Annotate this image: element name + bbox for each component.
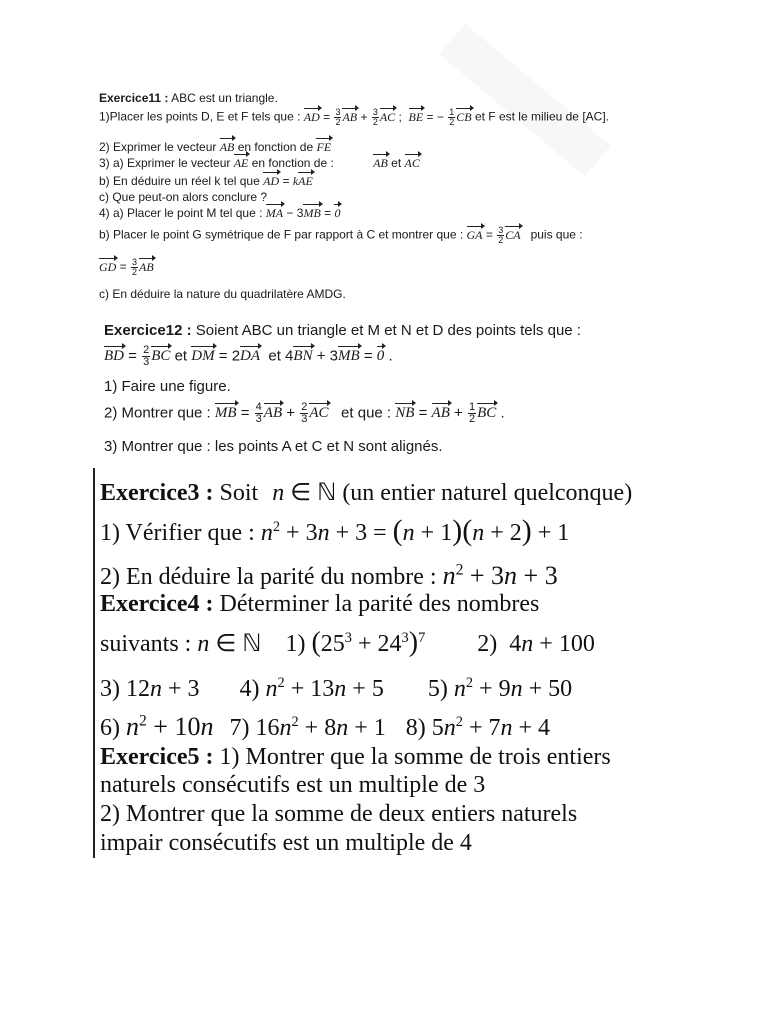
ex12-intro: Soient ABC un triangle et M et N et D des points tels que :: [195, 322, 581, 339]
ex4-intro: Déterminer la parité des nombres: [219, 591, 540, 617]
ex11-et: et: [391, 156, 402, 170]
ex11-heading: [99, 91, 278, 105]
ex12-line2: 1) Faire une figure.: [104, 378, 231, 395]
ex11-q1-text: 1)Placer les points D, E et F tels que :: [99, 109, 301, 124]
ex11-title: Exercice11 :: [99, 91, 169, 105]
ex3-q2-text: 2) En déduire la parité du nombre :: [100, 564, 437, 590]
ex3-title: Exercice3 :: [100, 480, 214, 506]
ex4-title: Exercice4 :: [100, 591, 214, 617]
ex3-paren: (un entier naturel quelconque): [342, 480, 633, 506]
ex11-q2-mid: en fonction de: [237, 140, 314, 154]
ex12-q2-text: 2) Montrer que :: [104, 404, 211, 422]
ex5-line1: 1) Montrer que la somme de trois entiers: [219, 744, 611, 770]
ex12-heading: [104, 322, 581, 339]
ex12-line1: BD = $\frac{2}{3}$ BC et DM = 2DA et 4BN + 3MB = 0 .: [104, 344, 393, 368]
ex3-heading: Exercice3 : Soit n ∈ ℕ (un entier naturel quelconque): [100, 480, 633, 506]
ex11-line9: c) En déduire la nature du quadrilatère AMDG.: [99, 287, 346, 301]
ex4-suivants: suivants :: [100, 631, 192, 657]
ex4-line2: 3) 12n + 3 4) $n^2 + 13n + 5$ 5) $n^2 + 9n + 50$: [100, 675, 573, 702]
ex12-line3: 2) Montrer que : MB = $\frac{4}{3}$ AB + $\frac{2}{3}$ AC et que : NB = AB + $\frac{1}{2}$ BC .: [104, 401, 505, 425]
ex11-q7-tail: puis que :: [530, 227, 583, 242]
ex5-line2: naturels consécutifs est un multiple de 3: [100, 772, 486, 798]
ex11-q4-text: b) En déduire un réel k tel que: [99, 174, 260, 188]
margin-rule: [93, 468, 95, 858]
ex5-line4: impair consécutifs est un multiple de 4: [100, 830, 472, 856]
ex11-formula-ad: AD = $\frac{3}{2}$ AB + $\frac{3}{2}$ AC ; BE = − $\frac{1}{2}$ CB: [303, 107, 472, 127]
ex11-line2: 2) Exprimer le vecteur AB en fonction de FE: [99, 140, 332, 154]
ex4-heading: [100, 591, 539, 618]
ex3-intro: Soit: [219, 480, 259, 506]
ex11-line6: 4) a) Placer le point M tel que : MA − 3MB = 0: [99, 206, 341, 220]
ex11-q3-text: 3) a) Exprimer le vecteur: [99, 156, 231, 170]
ex12-title: Exercice12 :: [104, 322, 192, 339]
ex11-intro: ABC est un triangle.: [171, 91, 278, 105]
ex11-q1-tail: et F est le milieu de [AC].: [474, 109, 609, 124]
ex11-line7: b) Placer le point G symétrique de F par rapport à C et montrer que : GA = $\frac{3}{2}$ CA puis que :: [99, 225, 583, 245]
ex11-q6-text: 4) a) Placer le point M tel que :: [99, 206, 263, 220]
ex12-q2-mid: et que :: [341, 404, 392, 422]
ex4-line1: suivants : n ∈ ℕ 1) $(25^3 + 24^3)^7$ 2) 4n + 100: [100, 627, 595, 658]
ex12-et-1: et: [174, 347, 188, 365]
ex11-line1: [99, 108, 609, 127]
ex12-line4: 3) Montrer que : les points A et C et N sont alignés.: [104, 438, 443, 455]
ex3-q1-text: 1) Vérifier que :: [100, 520, 255, 546]
ex4-line3: 6) $n^2 + 10n$ 7) $16n^2 + 8n + 1$ 8) $5n^2 + 7n + 4$: [100, 712, 551, 741]
ex3-q1: 1) Vérifier que : $n^2 + 3n + 3 = (n + 1)(n + 2) + 1$: [100, 514, 570, 547]
ex11-line4: b) En déduire un réel k tel que AD = kAE: [99, 174, 313, 188]
ex5-line3: 2) Montrer que la somme de deux entiers naturels: [100, 801, 578, 827]
ex12-et-2: et: [268, 347, 281, 365]
ex11-line8: GD = $\frac{3}{2}$ AB: [99, 257, 154, 277]
ex3-q2: 2) En déduire la parité du nombre : $n^2 + 3n + 3$: [100, 561, 558, 590]
watermark: [439, 24, 610, 177]
ex11-line3: 3) a) Exprimer le vecteur AE en fonction de : AB et AC: [99, 156, 420, 170]
ex11-line5: c) Que peut-on alors conclure ?: [99, 190, 268, 204]
ex11-q7-text: b) Placer le point G symétrique de F par rapport à C et montrer que :: [99, 227, 464, 242]
ex11-q3-mid: en fonction de :: [251, 156, 334, 170]
ex11-q2-text: 2) Exprimer le vecteur: [99, 140, 217, 154]
ex5-heading: [100, 744, 611, 771]
ex5-title: Exercice5 :: [100, 744, 214, 770]
